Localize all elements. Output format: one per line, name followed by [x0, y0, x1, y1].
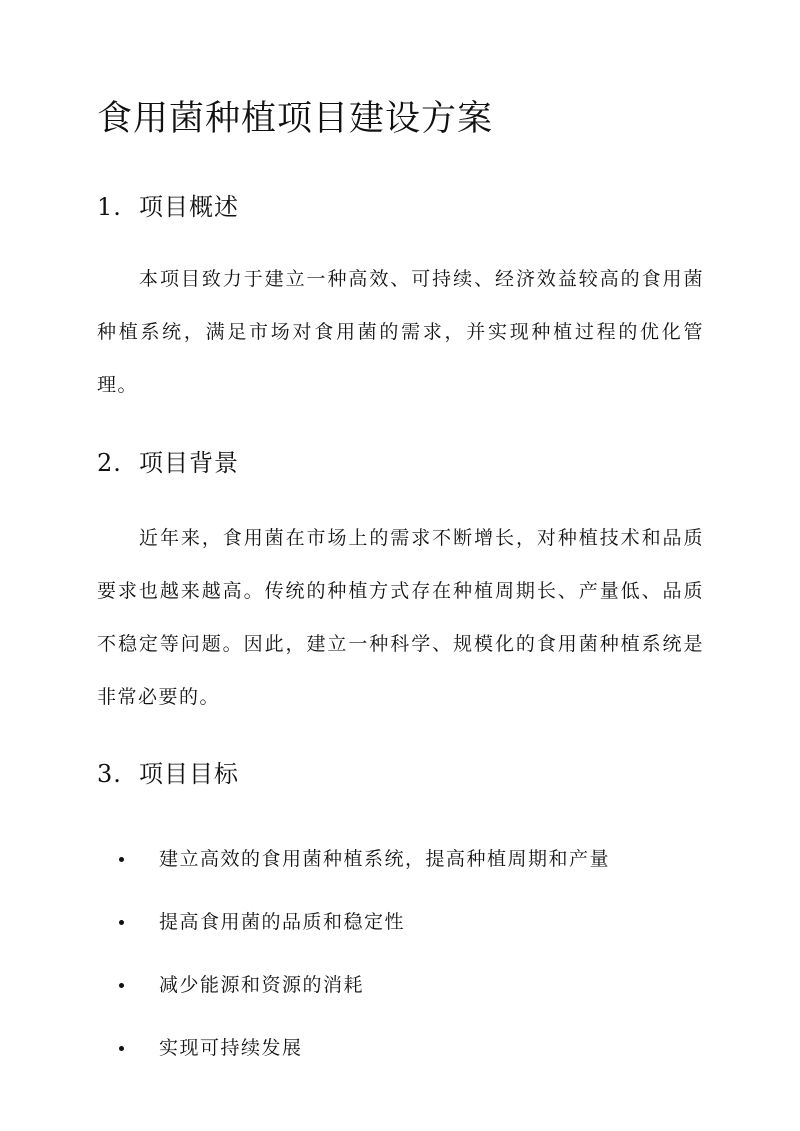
section-title: 项目概述: [139, 193, 239, 221]
list-item-text: 减少能源和资源的消耗: [159, 974, 365, 996]
list-item: [112, 828, 704, 891]
section-heading-overview: [97, 189, 704, 225]
list-item-text: 建立高效的食用菌种植系统，提高种植周期和产量: [159, 848, 611, 870]
overview-paragraph: 本项目致力于建立一种高效、可持续、经济效益较高的食用菌种植系统，满足市场对食用菌的需求，并实现种植过程的优化管理。: [97, 268, 704, 396]
section-number: 1.: [97, 193, 122, 221]
document-title: 食用菌种植项目建设方案: [97, 99, 494, 139]
section-number: 3.: [97, 760, 122, 788]
section-heading-goals: [97, 756, 704, 792]
bullet-icon: [119, 983, 124, 988]
list-item: [112, 1017, 704, 1080]
list-item: [112, 954, 704, 1017]
section-heading-background: [97, 445, 704, 481]
section-title: 项目目标: [139, 760, 239, 788]
list-item-text: 提高食用菌的品质和稳定性: [159, 911, 406, 933]
list-item: [112, 891, 704, 954]
section-number: 2.: [97, 449, 122, 477]
list-item-text: 实现可持续发展: [159, 1037, 303, 1059]
background-paragraph: 近年来，食用菌在市场上的需求不断增长，对种植技术和品质要求也越来越高。传统的种植方式存在种植周期长、产量低、品质不稳定等问题。因此，建立一种科学、规模化的食用菌种植系统是非常必要的。: [97, 527, 704, 708]
bullet-icon: [119, 920, 124, 925]
bullet-icon: [119, 857, 124, 862]
goal-list: [97, 828, 704, 1080]
section-title: 项目背景: [139, 449, 239, 477]
bullet-icon: [119, 1046, 124, 1051]
